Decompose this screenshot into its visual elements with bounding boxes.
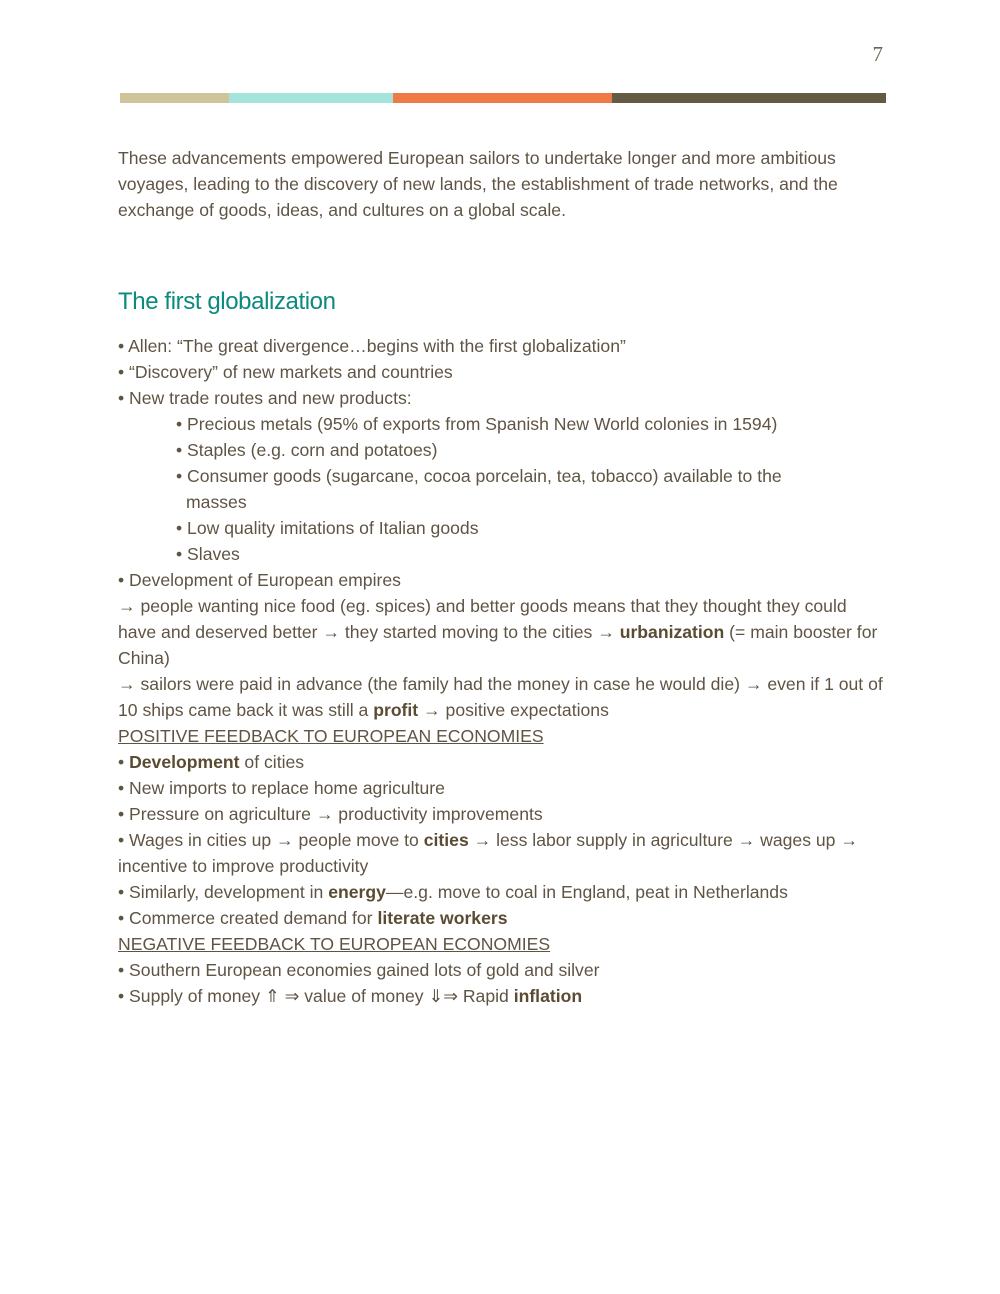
arrow-note: [118, 671, 883, 723]
bold-term: cities: [423, 830, 469, 850]
list-item: • Development of European empires: [118, 570, 401, 590]
bold-term: inflation: [513, 986, 583, 1006]
list-item-text: • Commerce created demand for: [118, 908, 378, 928]
color-bar-segment: [393, 93, 612, 103]
list-item: • New trade routes and new products:: [118, 388, 412, 408]
list-item-text: • Wages in cities up → people move to: [118, 830, 424, 850]
sub-list-item: • Precious metals (95% of exports from Spanish New World colonies in 1594): [176, 414, 778, 434]
list-item-text: of cities: [239, 752, 305, 772]
sub-list-item: • Consumer goods (sugarcane, cocoa porcelain, tea, tobacco) available to the: [176, 466, 782, 486]
sub-list-item-continuation: masses: [186, 492, 247, 512]
list-item-text: —e.g. move to coal in England, peat in Netherlands: [385, 882, 788, 902]
list-item: • New imports to replace home agriculture: [118, 778, 445, 798]
arrow-note-text: (= main booster for China): [118, 622, 878, 668]
positive-feedback-heading: POSITIVE FEEDBACK TO EUROPEAN ECONOMIES: [118, 726, 544, 746]
list-item-text: •: [118, 752, 130, 772]
decorative-color-bar: [120, 93, 886, 103]
arrow-note-text: → positive expectations: [418, 700, 609, 720]
bold-term: Development: [129, 752, 240, 772]
bold-term: profit: [373, 700, 419, 720]
sub-list-item: • Staples (e.g. corn and potatoes): [176, 440, 438, 460]
list-item: [118, 905, 883, 931]
bold-term: literate workers: [377, 908, 508, 928]
page-content: [118, 145, 883, 1009]
bold-term: urbanization: [619, 622, 725, 642]
list-item: [118, 749, 883, 775]
arrow-note-text: → people wanting nice food (eg. spices) and better goods means that they thought they could have and deserved better → they started moving to the cities →: [118, 596, 847, 642]
list-item-text: • Supply of money ⇑ ⇒ value of money ⇓⇒ Rapid: [118, 986, 514, 1006]
bold-term: energy: [328, 882, 386, 902]
arrow-note-text: → sailors were paid in advance (the family had the money in case he would die) → even if 1 out of 10 ships came back it was still a: [118, 674, 883, 720]
color-bar-segment: [612, 93, 886, 103]
list-item: • Allen: “The great divergence…begins with the first globalization”: [118, 336, 626, 356]
arrow-note: [118, 593, 883, 671]
color-bar-segment: [229, 93, 393, 103]
list-item: [118, 827, 883, 879]
intro-paragraph: These advancements empowered European sailors to undertake longer and more ambitious voyages, leading to the discovery of new lands, the establishment of trade networks, and the exchange of goods, ideas, and cultures on a global scale.: [118, 148, 838, 220]
sub-list-item: • Low quality imitations of Italian goods: [176, 518, 479, 538]
list-item-text: → less labor supply in agriculture → wages up → incentive to improve productivity: [118, 830, 858, 876]
list-item: • Pressure on agriculture → productivity improvements: [118, 804, 543, 824]
negative-feedback-heading: NEGATIVE FEEDBACK TO EUROPEAN ECONOMIES: [118, 934, 551, 954]
color-bar-segment: [120, 93, 229, 103]
page-number: 7: [872, 42, 883, 66]
list-item-text: • Similarly, development in: [118, 882, 329, 902]
section-title: The first globalization: [118, 288, 336, 315]
list-item: [118, 983, 883, 1009]
list-item: • Southern European economies gained lots of gold and silver: [118, 960, 600, 980]
list-item: • “Discovery” of new markets and countries: [118, 362, 453, 382]
list-item: [118, 879, 883, 905]
sub-list-item: • Slaves: [176, 544, 240, 564]
